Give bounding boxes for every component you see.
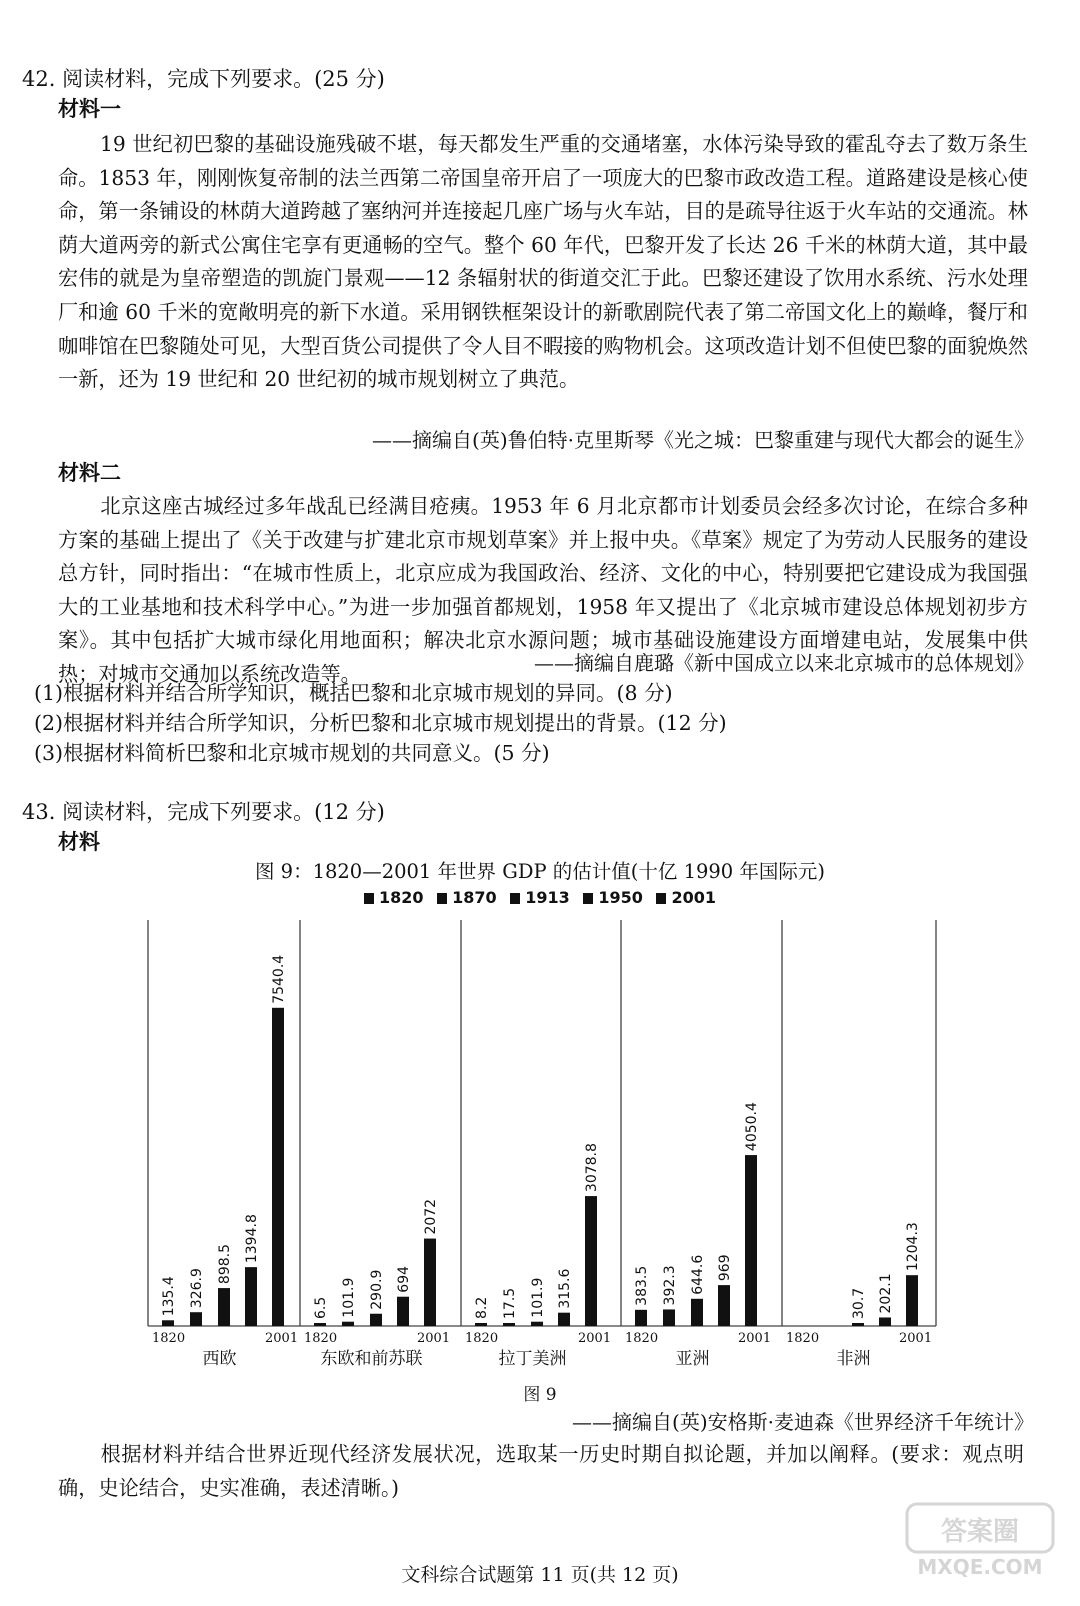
page-footer: 文科综合试题第 11 页(共 12 页) <box>401 1564 679 1586</box>
legend-label: 1820 <box>379 888 424 907</box>
bar-1913 <box>852 1323 864 1326</box>
material-1-text <box>58 128 1028 397</box>
bar-2001 <box>745 1155 757 1326</box>
bar-2001 <box>272 1008 284 1326</box>
bar-1950 <box>397 1297 409 1326</box>
x-tick-label: 1820 <box>625 1331 659 1346</box>
data-label: 1204.3 <box>905 1222 921 1272</box>
material-2-title: 材料二 <box>58 461 121 485</box>
data-label: 1394.8 <box>244 1214 260 1264</box>
bar-1870 <box>342 1322 354 1326</box>
x-tick-label: 2001 <box>417 1331 451 1346</box>
bar-1820 <box>475 1323 487 1326</box>
material-2-body: 北京这座古城经过多年战乱已经满目疮痍。1953 年 6 月北京都市计划委员会经多次讨论，在综合多种方案的基础上提出了《关于改建与扩建北京市规划草案》并上报中央。《草案》规定了为劳动人民服务的建设总方针，同时指出：“在城市性质上，北京应成为我国政治、经济、文化的中心，特别要把它建设成为我国强大的工业基地和技术科学中心。”为进一步加强首都规划，1958 年又提出了《北京城市建设总体规划初步方案》。其中包括扩大城市绿化用地面积；解决北京水源问题；城市基础设施建设方面增建电站，发展集中供热；对城市交通加以系统改造等。 <box>58 494 1028 686</box>
data-label: 101.9 <box>530 1277 546 1318</box>
x-tick-label: 1820 <box>465 1331 499 1346</box>
material-1-body: 19 世纪初巴黎的基础设施残破不堪，每天都发生严重的交通堵塞，水体污染导致的霍乱夺去了数万条生命。1853 年，刚刚恢复帝制的法兰西第二帝国皇帝开启了一项庞大的巴黎市政改造工程。道路建设是核心使命，第一条铺设的林荫大道跨越了塞纳河并连接起几座广场与火车站，目的是疏导往返于火车站的交通流。林荫大道两旁的新式公寓住宅享有更通畅的空气。整个 60 年代，巴黎开发了长达 26 千米的林荫大道，其中最宏伟的就是为皇帝塑造的凯旋门景观——12 条辐射状的街道交汇于此。巴黎还建设了饮用水系统、污水处理厂和逾 60 千米的宽敞明亮的新下水道。采用钢铁框架设计的新歌剧院代表了第二帝国文化上的巅峰，餐厅和咖啡馆在巴黎随处可见，大型百货公司提供了令人目不暇接的购物机会。这项改造计划不但使巴黎的面貌焕然一新，还为 19 世纪和 20 世纪初的城市规划树立了典范。 <box>58 132 1028 392</box>
category-label: 西欧 <box>202 1349 237 1369</box>
watermark-logo <box>905 1500 1055 1580</box>
task-text: 根据材料并结合世界近现代经济发展状况，选取某一历史时期自拟论题，并加以阐释。(要求：观点明确，史论结合，史实准确，表述清晰。) <box>58 1442 1024 1500</box>
data-label: 17.5 <box>502 1287 518 1319</box>
bar-1913 <box>370 1314 382 1326</box>
data-label: 898.5 <box>217 1243 233 1285</box>
data-label: 101.9 <box>341 1277 357 1318</box>
category-label: 东欧和前苏联 <box>320 1349 423 1369</box>
data-label: 326.9 <box>189 1268 205 1309</box>
data-label: 392.3 <box>662 1265 678 1306</box>
svg-text:MXQE.COM: MXQE.COM <box>917 1555 1043 1579</box>
category-label: 拉丁美洲 <box>498 1349 567 1369</box>
legend-label: 2001 <box>671 888 716 907</box>
data-label: 969 <box>717 1254 733 1282</box>
data-label: 7540.4 <box>271 954 287 1004</box>
bar-1870 <box>663 1309 675 1326</box>
category-label: 非洲 <box>836 1349 871 1369</box>
svg-text:答案圈: 答案圈 <box>940 1517 1020 1547</box>
bar-1950 <box>245 1267 257 1326</box>
bar-2001 <box>424 1239 436 1326</box>
data-label: 8.2 <box>474 1296 490 1319</box>
bar-1820 <box>162 1320 174 1326</box>
x-tick-label: 2001 <box>578 1331 612 1346</box>
data-label: 30.7 <box>851 1287 867 1319</box>
bar-1870 <box>503 1323 515 1326</box>
data-label: 383.5 <box>634 1265 650 1306</box>
data-label: 4050.4 <box>744 1102 760 1152</box>
data-label: 135.4 <box>161 1276 177 1317</box>
question-43-heading: 43. 阅读材料，完成下列要求。(12 分) <box>22 800 385 824</box>
bar-1913 <box>691 1299 703 1326</box>
sub-question-2: (2)根据材料并结合所学知识，分析巴黎和北京城市规划提出的背景。(12 分) <box>34 711 727 735</box>
x-tick-label: 2001 <box>738 1331 772 1346</box>
bar-1950 <box>879 1317 891 1326</box>
data-label: 694 <box>396 1265 412 1293</box>
x-tick-label: 1820 <box>786 1331 820 1346</box>
x-tick-label: 1820 <box>304 1331 338 1346</box>
data-label: 644.6 <box>690 1254 706 1295</box>
chart-title: 图 9：1820—2001 年世界 GDP 的估计值(十亿 1990 年国际元) <box>254 860 826 883</box>
legend-label: 1913 <box>525 888 570 907</box>
bar-1950 <box>718 1285 730 1326</box>
data-label: 290.9 <box>369 1269 385 1310</box>
sub-question-3: (3)根据材料简析巴黎和北京城市规划的共同意义。(5 分) <box>34 741 550 765</box>
category-label: 亚洲 <box>675 1349 710 1369</box>
bar-1913 <box>218 1288 230 1326</box>
figure-label: 图 9 <box>523 1385 557 1405</box>
material-2-source: ——摘编自鹿璐《新中国成立以来北京城市的总体规划》 <box>534 651 1034 675</box>
bar-1870 <box>190 1312 202 1326</box>
data-label: 2072 <box>423 1198 439 1235</box>
bar-1820 <box>635 1310 647 1326</box>
bar-2001 <box>906 1275 918 1326</box>
question-43-task <box>58 1438 1024 1505</box>
data-label: 6.5 <box>313 1296 329 1319</box>
x-tick-label: 1820 <box>152 1331 186 1346</box>
material-1-title: 材料一 <box>58 97 121 121</box>
data-label: 3078.8 <box>584 1143 600 1193</box>
x-tick-label: 2001 <box>265 1331 299 1346</box>
gdp-bar-chart <box>0 900 1080 1380</box>
x-tick-label: 2001 <box>899 1331 933 1346</box>
bar-2001 <box>585 1196 597 1326</box>
sub-question-1: (1)根据材料并结合所学知识，概括巴黎和北京城市规划的异同。(8 分) <box>34 681 673 705</box>
data-label: 202.1 <box>878 1273 894 1314</box>
question-42-heading: 42. 阅读材料，完成下列要求。(25 分) <box>22 67 385 91</box>
bar-1913 <box>531 1322 543 1326</box>
chart-source: ——摘编自(英)安格斯·麦迪森《世界经济千年统计》 <box>572 1410 1034 1434</box>
material-title: 材料 <box>58 830 100 854</box>
bar-1820 <box>314 1323 326 1326</box>
bar-1950 <box>558 1313 570 1326</box>
legend-label: 1870 <box>452 888 497 907</box>
legend-label: 1950 <box>598 888 643 907</box>
data-label: 315.6 <box>557 1268 573 1309</box>
material-1-source: ——摘编自(英)鲁伯特·克里斯琴《光之城：巴黎重建与现代大都会的诞生》 <box>372 428 1034 452</box>
